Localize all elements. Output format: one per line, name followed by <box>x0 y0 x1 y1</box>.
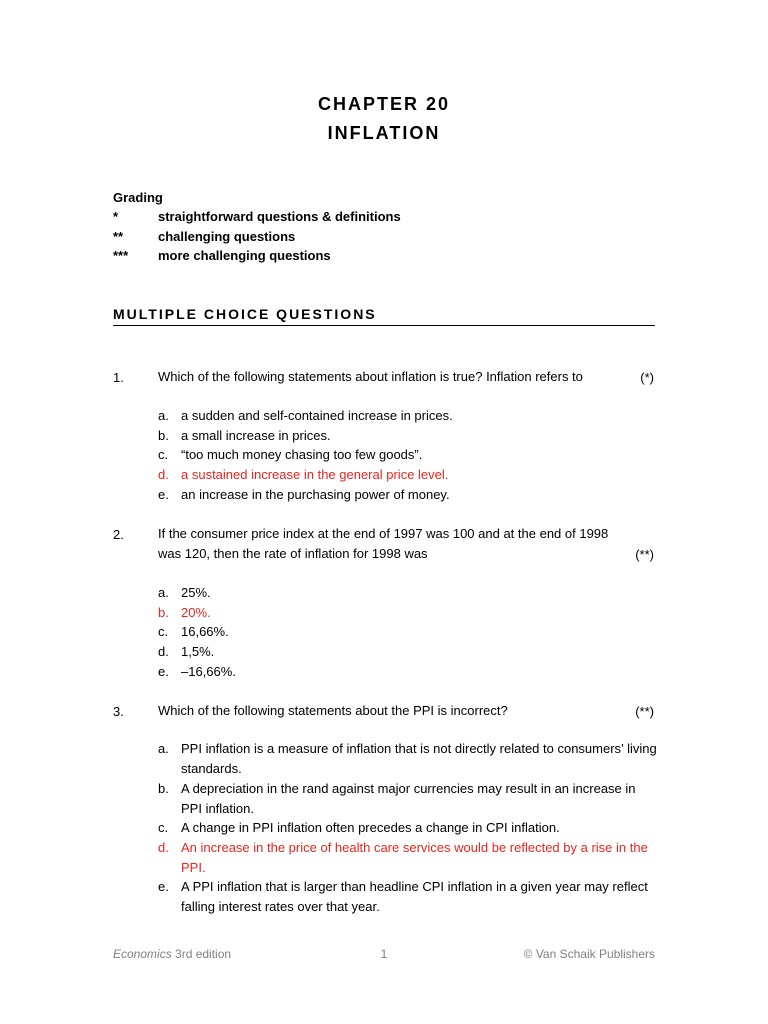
question-text: Which of the following statements about the PPI is incorrect? <box>158 703 508 718</box>
answer-option <box>158 662 658 682</box>
option-letter: b. <box>158 605 169 620</box>
footer-page-number: 1 <box>380 947 388 961</box>
option-letter: b. <box>158 428 169 443</box>
correct-answer-option <box>158 838 658 877</box>
option-letter: c. <box>158 624 169 639</box>
footer-book-title: Economics <box>113 947 172 961</box>
option-text: 16,66%. <box>181 624 229 639</box>
answer-option <box>158 406 658 426</box>
question-text-line: If the consumer price index at the end of 1997 was 100 and at the end of 1998 <box>158 526 609 541</box>
answer-option <box>158 877 658 916</box>
answer-option <box>158 426 658 446</box>
chapter-number: CHAPTER 20 <box>317 94 451 114</box>
option-letter: a. <box>158 585 169 600</box>
option-text: PPI inflation is a measure of inflation that is not directly related to consumers’ living standards. <box>181 741 657 776</box>
grading-label: straightforward questions & definitions <box>158 209 401 224</box>
option-text: an increase in the purchasing power of money. <box>181 487 450 502</box>
question-grade: (**) <box>635 704 654 719</box>
option-letter: c. <box>158 447 169 462</box>
option-letter: e. <box>158 664 169 679</box>
option-text: 20%. <box>181 605 211 620</box>
answer-option <box>158 779 658 818</box>
option-text: a sudden and self-contained increase in prices. <box>181 408 453 423</box>
footer-publisher: © Van Schaik Publishers <box>523 947 655 961</box>
grading-label: more challenging questions <box>158 248 331 263</box>
question-number: 3. <box>113 704 124 719</box>
question-grade: (*) <box>640 370 654 385</box>
footer-edition: 3rd edition <box>171 947 232 961</box>
option-text: 1,5%. <box>181 644 215 659</box>
option-text: a sustained increase in the general price level. <box>181 467 449 482</box>
option-letter: a. <box>158 408 169 423</box>
question-number: 1. <box>113 370 124 385</box>
section-heading: MULTIPLE CHOICE QUESTIONS <box>113 306 655 326</box>
option-letter: d. <box>158 467 169 482</box>
question-text-line: was 120, then the rate of inflation for 1998 was <box>158 546 428 561</box>
answer-option <box>158 583 658 603</box>
option-text: a small increase in prices. <box>181 428 331 443</box>
answer-option <box>158 485 658 505</box>
answer-option <box>158 818 658 838</box>
chapter-title: INFLATION <box>327 123 441 143</box>
option-letter: e. <box>158 879 169 894</box>
grading-label: challenging questions <box>158 229 296 244</box>
option-text: “too much money chasing too few goods”. <box>181 447 423 462</box>
option-text: –16,66%. <box>181 664 236 679</box>
option-text: An increase in the price of health care services would be reflected by a rise in the PPI. <box>181 840 648 875</box>
option-text: 25%. <box>181 585 211 600</box>
option-letter: a. <box>158 741 169 756</box>
answer-option <box>158 445 658 465</box>
option-letter: d. <box>158 840 169 855</box>
question-number: 2. <box>113 527 124 542</box>
option-letter: c. <box>158 820 169 835</box>
option-text: A PPI inflation that is larger than headline CPI inflation in a given year may reflect falling interest rates over that year. <box>181 879 648 914</box>
question-grade: (**) <box>635 547 654 562</box>
answer-option <box>158 739 658 778</box>
option-letter: d. <box>158 644 169 659</box>
option-text: A change in PPI inflation often precedes a change in CPI inflation. <box>181 820 560 835</box>
answer-option <box>158 642 658 662</box>
answer-option <box>158 622 658 642</box>
question-text: Which of the following statements about inflation is true? Inflation refers to <box>158 369 583 384</box>
option-letter: e. <box>158 487 169 502</box>
grading-stars: * <box>113 209 119 224</box>
grading-stars: *** <box>113 248 129 263</box>
grading-stars: ** <box>113 229 124 244</box>
option-letter: b. <box>158 781 169 796</box>
correct-answer-option <box>158 603 658 623</box>
option-text: A depreciation in the rand against major currencies may result in an increase in PPI inflation. <box>181 781 636 816</box>
grading-heading: Grading <box>113 190 163 205</box>
correct-answer-option <box>158 465 658 485</box>
